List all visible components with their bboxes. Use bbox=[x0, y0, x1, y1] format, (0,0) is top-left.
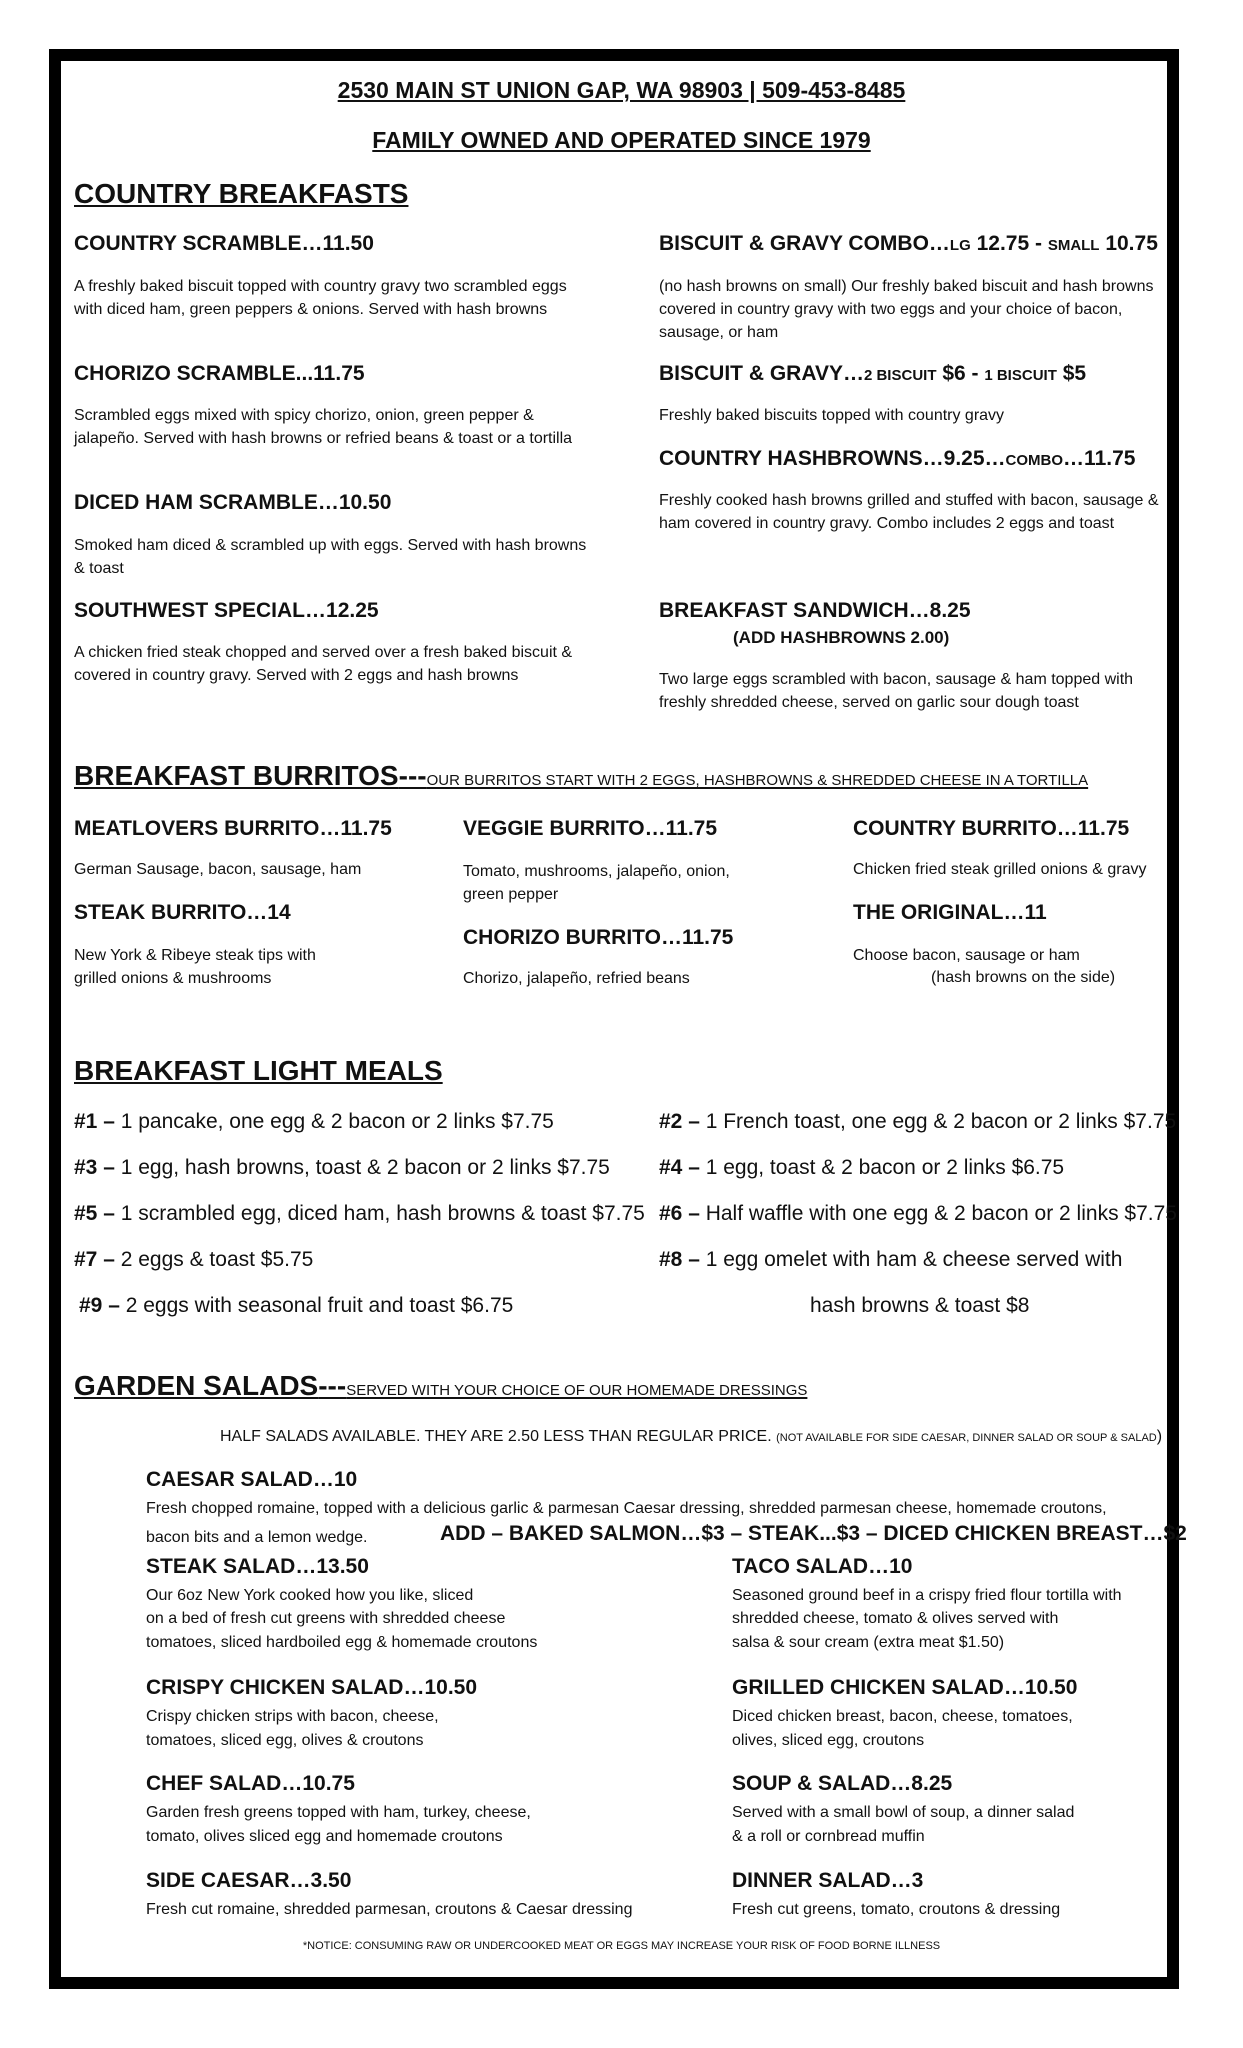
menu-item-country-scramble: COUNTRY SCRAMBLE…11.50 bbox=[74, 232, 374, 255]
section-title-salads: GARDEN SALADS---SERVED WITH YOUR CHOICE OF OUR HOMEMADE DRESSINGS bbox=[74, 1370, 808, 1401]
menu-item-desc: A freshly baked biscuit topped with country gravy two scrambled eggs with diced ham, green peppers & onions. Served with hash browns bbox=[74, 278, 567, 318]
menu-item-desc: Scrambled eggs mixed with spicy chorizo, onion, green pepper & jalapeño. Served with hash browns or refried beans & toast or a tortilla bbox=[74, 407, 573, 447]
salad-taco: TACO SALAD…10 bbox=[732, 1555, 913, 1578]
section-title-light-meals: BREAKFAST LIGHT MEALS bbox=[74, 1055, 443, 1086]
salad-desc: shredded cheese, tomato & olives served with bbox=[732, 1610, 1059, 1627]
menu-item-steak-burrito: STEAK BURRITO…14 bbox=[74, 901, 291, 924]
menu-item-desc: Choose bacon, sausage or ham bbox=[853, 947, 1080, 964]
salad-crispy-chicken: CRISPY CHICKEN SALAD…10.50 bbox=[146, 1676, 478, 1699]
menu-item-country-hashbrowns: COUNTRY HASHBROWNS…9.25…COMBO…11.75 bbox=[659, 447, 1136, 470]
menu-item-biscuit-gravy-combo: BISCUIT & GRAVY COMBO…LG 12.75 - SMALL 10.75 bbox=[659, 232, 1158, 255]
salad-desc: Our 6oz New York cooked how you like, sliced bbox=[146, 1587, 474, 1604]
menu-item-diced-ham-scramble: DICED HAM SCRAMBLE…10.50 bbox=[74, 491, 392, 514]
salad-chef: CHEF SALAD…10.75 bbox=[146, 1772, 355, 1795]
salad-desc: olives, sliced egg, croutons bbox=[732, 1732, 925, 1749]
salad-caesar: CAESAR SALAD…10 bbox=[146, 1468, 358, 1491]
light-meal-2: #2 – 1 French toast, one egg & 2 bacon or 2 links $7.75 bbox=[659, 1110, 1177, 1133]
menu-item-southwest-special: SOUTHWEST SPECIAL…12.25 bbox=[74, 599, 379, 622]
menu-item-desc: Smoked ham diced & scrambled up with eggs. Served with hash browns & toast bbox=[74, 537, 587, 577]
tagline: FAMILY OWNED AND OPERATED SINCE 1979 bbox=[372, 127, 871, 153]
menu-item-chorizo-scramble: CHORIZO SCRAMBLE...11.75 bbox=[74, 362, 365, 385]
half-salad-note: HALF SALADS AVAILABLE. THEY ARE 2.50 LESS THAN REGULAR PRICE. (NOT AVAILABLE FOR SIDE CAESAR, DINNER SALAD OR SOUP & SALAD) bbox=[220, 1428, 1163, 1445]
salad-desc: Fresh cut romaine, shredded parmesan, croutons & Caesar dressing bbox=[146, 1901, 633, 1918]
light-meal-3: #3 – 1 egg, hash browns, toast & 2 bacon or 2 links $7.75 bbox=[74, 1156, 610, 1179]
address-line: 2530 MAIN ST UNION GAP, WA 98903 | 509-453-8485 bbox=[337, 77, 906, 103]
salad-grilled-chicken: GRILLED CHICKEN SALAD…10.50 bbox=[732, 1676, 1078, 1699]
menu-item-veggie-burrito: VEGGIE BURRITO…11.75 bbox=[463, 817, 718, 840]
light-meal-8-continued: hash browns & toast $8 bbox=[810, 1294, 1030, 1317]
menu-item-desc: Tomato, mushrooms, jalapeño, onion, green pepper bbox=[463, 863, 730, 903]
salad-addons: ADD – BAKED SALMON…$3 – STEAK...$3 – DICED CHICKEN BREAST…$2 bbox=[440, 1522, 1187, 1545]
salad-desc: Diced chicken breast, bacon, cheese, tomatoes, bbox=[732, 1708, 1073, 1725]
light-meal-7: #7 – 2 eggs & toast $5.75 bbox=[74, 1248, 314, 1271]
menu-item-desc: Chorizo, jalapeño, refried beans bbox=[463, 970, 690, 987]
salad-desc: bacon bits and a lemon wedge. bbox=[146, 1529, 368, 1546]
salad-desc: Fresh cut greens, tomato, croutons & dressing bbox=[732, 1901, 1061, 1918]
menu-item-addon-note: (ADD HASHBROWNS 2.00) bbox=[733, 628, 950, 647]
salad-steak: STEAK SALAD…13.50 bbox=[146, 1555, 369, 1578]
light-meal-8: #8 – 1 egg omelet with ham & cheese served with bbox=[659, 1248, 1123, 1271]
menu-item-desc: Two large eggs scrambled with bacon, sausage & ham topped with freshly shredded cheese, served on garlic sour dough toast bbox=[659, 671, 1134, 711]
menu-item-desc: (hash browns on the side) bbox=[931, 969, 1116, 986]
light-meal-1: #1 – 1 pancake, one egg & 2 bacon or 2 links $7.75 bbox=[74, 1110, 554, 1133]
salad-desc: & a roll or cornbread muffin bbox=[732, 1828, 925, 1845]
menu-item-desc: Chicken fried steak grilled onions & gravy bbox=[853, 861, 1147, 878]
salad-side-caesar: SIDE CAESAR…3.50 bbox=[146, 1869, 352, 1892]
menu-item-desc: Freshly cooked hash browns grilled and stuffed with bacon, sausage & ham covered in country gravy. Combo includes 2 eggs and toast bbox=[659, 492, 1159, 532]
salad-desc: Fresh chopped romaine, topped with a delicious garlic & parmesan Caesar dressing, shredded parmesan cheese, homemade croutons, bbox=[146, 1500, 1107, 1517]
menu-item-breakfast-sandwich: BREAKFAST SANDWICH…8.25 bbox=[659, 599, 971, 622]
menu-item-the-original: THE ORIGINAL…11 bbox=[853, 901, 1047, 924]
menu-item-biscuit-gravy: BISCUIT & GRAVY…2 BISCUIT $6 - 1 BISCUIT $5 bbox=[659, 362, 1087, 385]
salad-desc: Crispy chicken strips with bacon, cheese, bbox=[146, 1708, 439, 1725]
menu-item-meatlovers-burrito: MEATLOVERS BURRITO…11.75 bbox=[74, 817, 392, 840]
light-meal-5: #5 – 1 scrambled egg, diced ham, hash browns & toast $7.75 bbox=[74, 1202, 645, 1225]
menu-item-desc: (no hash browns on small) Our freshly baked biscuit and hash browns covered in country gravy with two eggs and your choice of bacon, sausage, or ham bbox=[659, 278, 1154, 341]
section-title-country-breakfasts: COUNTRY BREAKFASTS bbox=[74, 178, 409, 209]
menu-item-desc: Freshly baked biscuits topped with country gravy bbox=[659, 407, 1005, 424]
food-safety-notice: *NOTICE: CONSUMING RAW OR UNDERCOOKED MEAT OR EGGS MAY INCREASE YOUR RISK OF FOOD BORNE ILLNESS bbox=[302, 1940, 941, 1952]
salad-desc: tomato, olives sliced egg and homemade croutons bbox=[146, 1828, 503, 1845]
menu-item-desc: New York & Ribeye steak tips with grilled onions & mushrooms bbox=[74, 947, 316, 987]
salad-desc: tomatoes, sliced egg, olives & croutons bbox=[146, 1732, 424, 1749]
salad-desc: tomatoes, sliced hardboiled egg & homemade croutons bbox=[146, 1634, 538, 1651]
light-meal-4: #4 – 1 egg, toast & 2 bacon or 2 links $6.75 bbox=[659, 1156, 1065, 1179]
section-title-burritos: BREAKFAST BURRITOS---OUR BURRITOS START WITH 2 EGGS, HASHBROWNS & SHREDDED CHEESE IN A TORTILLA bbox=[74, 760, 1089, 791]
salad-desc: on a bed of fresh cut greens with shredded cheese bbox=[146, 1610, 506, 1627]
salad-soup-and-salad: SOUP & SALAD…8.25 bbox=[732, 1772, 953, 1795]
menu-item-country-burrito: COUNTRY BURRITO…11.75 bbox=[853, 817, 1130, 840]
salad-desc: salsa & sour cream (extra meat $1.50) bbox=[732, 1634, 1005, 1651]
salad-desc: Seasoned ground beef in a crispy fried flour tortilla with bbox=[732, 1587, 1122, 1604]
light-meal-6: #6 – Half waffle with one egg & 2 bacon or 2 links $7.75 bbox=[659, 1202, 1177, 1225]
menu-item-desc: German Sausage, bacon, sausage, ham bbox=[74, 861, 362, 878]
light-meal-9: #9 – 2 eggs with seasonal fruit and toast $6.75 bbox=[79, 1294, 514, 1317]
salad-desc: Served with a small bowl of soup, a dinner salad bbox=[732, 1804, 1075, 1821]
menu-item-chorizo-burrito: CHORIZO BURRITO…11.75 bbox=[463, 926, 734, 949]
salad-dinner: DINNER SALAD…3 bbox=[732, 1869, 924, 1892]
menu-item-desc: A chicken fried steak chopped and served over a fresh baked biscuit & covered in country gravy. Served with 2 eggs and hash browns bbox=[74, 644, 573, 684]
salad-desc: Garden fresh greens topped with ham, turkey, cheese, bbox=[146, 1804, 531, 1821]
